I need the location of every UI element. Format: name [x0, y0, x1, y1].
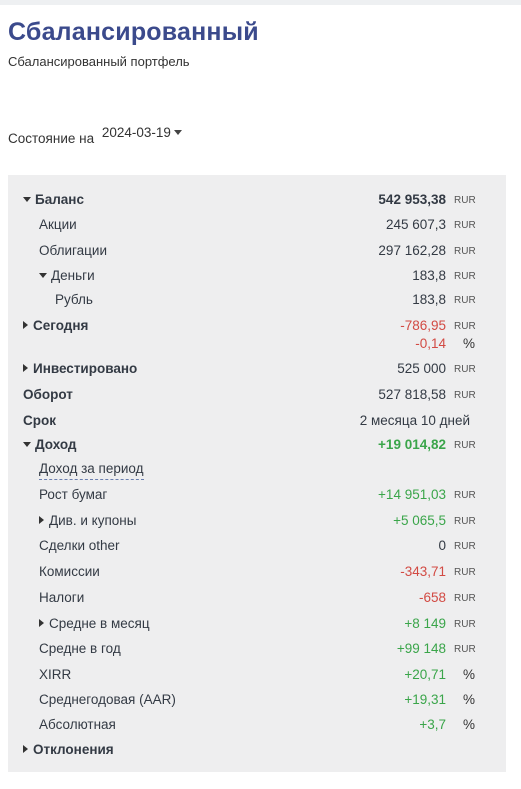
growth-currency: RUR — [454, 490, 476, 501]
page-subtitle: Сбалансированный портфель — [8, 54, 190, 69]
aar-unit: % — [463, 692, 476, 707]
dividends-label: Див. и купоны — [49, 513, 137, 528]
yearly-currency: RUR — [454, 644, 476, 655]
absolute-value: +3,7 — [419, 717, 446, 732]
page-title: Сбалансированный — [8, 18, 259, 46]
date-dropdown[interactable] — [102, 125, 182, 140]
caret-down-icon — [23, 442, 31, 447]
row-aar — [8, 689, 506, 711]
fees-label: Комиссии — [39, 564, 100, 579]
growth-label: Рост бумаг — [39, 487, 108, 502]
aar-label: Среднегодовая (AAR) — [39, 692, 176, 707]
caret-right-icon — [39, 619, 44, 627]
money-value: 183,8 — [412, 268, 446, 283]
ruble-label: Рубль — [55, 292, 93, 307]
ruble-value: 183,8 — [412, 292, 446, 307]
term-label: Срок — [23, 413, 56, 428]
caret-right-icon — [23, 745, 28, 753]
row-income-period — [8, 459, 506, 481]
invested-label: Инвестировано — [33, 361, 138, 376]
row-deals — [8, 535, 506, 557]
row-income[interactable] — [8, 434, 506, 456]
absolute-label: Абсолютная — [39, 717, 116, 732]
row-term — [8, 410, 506, 432]
taxes-value: -658 — [418, 590, 446, 605]
term-value: 2 месяца 10 дней — [359, 413, 470, 428]
caret-right-icon — [23, 321, 28, 329]
bonds-label: Облигации — [39, 243, 107, 258]
state-label: Состояние на — [8, 131, 95, 146]
money-label: Деньги — [51, 268, 95, 283]
taxes-label: Налоги — [39, 590, 85, 605]
top-bar — [0, 0, 521, 5]
row-absolute — [8, 714, 506, 736]
invested-currency: RUR — [454, 364, 476, 375]
yearly-value: +99 148 — [396, 641, 446, 656]
balance-value: 542 953,38 — [378, 192, 446, 207]
income-value: +19 014,82 — [378, 437, 446, 452]
deals-value: 0 — [438, 538, 446, 553]
income-label: Доход — [35, 437, 77, 452]
row-today-percent — [8, 333, 506, 355]
row-yearly — [8, 638, 506, 660]
bonds-value: 297 162,28 — [378, 243, 446, 258]
turnover-value: 527 818,58 — [378, 387, 446, 402]
stocks-currency: RUR — [454, 220, 476, 231]
row-stocks — [8, 214, 506, 236]
fees-currency: RUR — [454, 567, 476, 578]
today-percent-unit: % — [463, 336, 476, 351]
row-growth — [8, 484, 506, 506]
row-bonds — [8, 240, 506, 262]
row-ruble — [8, 289, 506, 311]
row-dividends[interactable] — [8, 510, 506, 532]
turnover-currency: RUR — [454, 390, 476, 401]
money-currency: RUR — [454, 271, 476, 282]
ruble-currency: RUR — [454, 295, 476, 306]
aar-value: +19,31 — [404, 692, 446, 707]
row-fees — [8, 561, 506, 583]
today-value: -786,95 — [400, 318, 446, 333]
stocks-value: 245 607,3 — [385, 217, 446, 232]
row-invested[interactable] — [8, 358, 506, 380]
caret-down-icon — [23, 197, 31, 202]
row-turnover — [8, 384, 506, 406]
income-period-link[interactable]: Доход за период — [39, 459, 144, 480]
caret-right-icon — [23, 364, 28, 372]
monthly-currency: RUR — [454, 619, 476, 630]
caret-right-icon — [39, 516, 44, 524]
balance-label: Баланс — [35, 192, 84, 207]
dividends-value: +5 065,5 — [393, 513, 446, 528]
today-currency: RUR — [454, 321, 476, 332]
portfolio-summary-panel — [8, 175, 506, 772]
stocks-label: Акции — [39, 217, 77, 232]
chevron-down-icon — [174, 130, 182, 135]
income-currency: RUR — [454, 440, 476, 451]
row-taxes — [8, 587, 506, 609]
invested-value: 525 000 — [397, 361, 446, 376]
xirr-label: XIRR — [39, 667, 72, 682]
fees-value: -343,71 — [400, 564, 446, 579]
row-xirr — [8, 664, 506, 686]
caret-down-icon — [39, 273, 47, 278]
absolute-unit: % — [463, 717, 476, 732]
xirr-unit: % — [463, 667, 476, 682]
xirr-value: +20,71 — [404, 667, 446, 682]
deals-label: Сделки other — [39, 538, 120, 553]
date-value: 2024-03-19 — [101, 125, 171, 140]
growth-value: +14 951,03 — [378, 487, 446, 502]
monthly-label: Средне в месяц — [49, 616, 150, 631]
row-balance[interactable] — [8, 189, 506, 211]
row-deviations[interactable] — [8, 739, 506, 761]
dividends-currency: RUR — [454, 516, 476, 527]
taxes-currency: RUR — [454, 593, 476, 604]
state-date-row — [8, 125, 182, 146]
row-monthly[interactable] — [8, 613, 506, 635]
yearly-label: Средне в год — [39, 641, 121, 656]
today-percent-value: -0,14 — [415, 336, 446, 351]
turnover-label: Оборот — [23, 387, 73, 402]
balance-currency: RUR — [454, 195, 476, 206]
bonds-currency: RUR — [454, 246, 476, 257]
deviations-label: Отклонения — [33, 742, 114, 757]
today-label: Сегодня — [33, 318, 89, 333]
row-money[interactable] — [8, 265, 506, 287]
monthly-value: +8 149 — [404, 616, 446, 631]
deals-currency: RUR — [454, 541, 476, 552]
